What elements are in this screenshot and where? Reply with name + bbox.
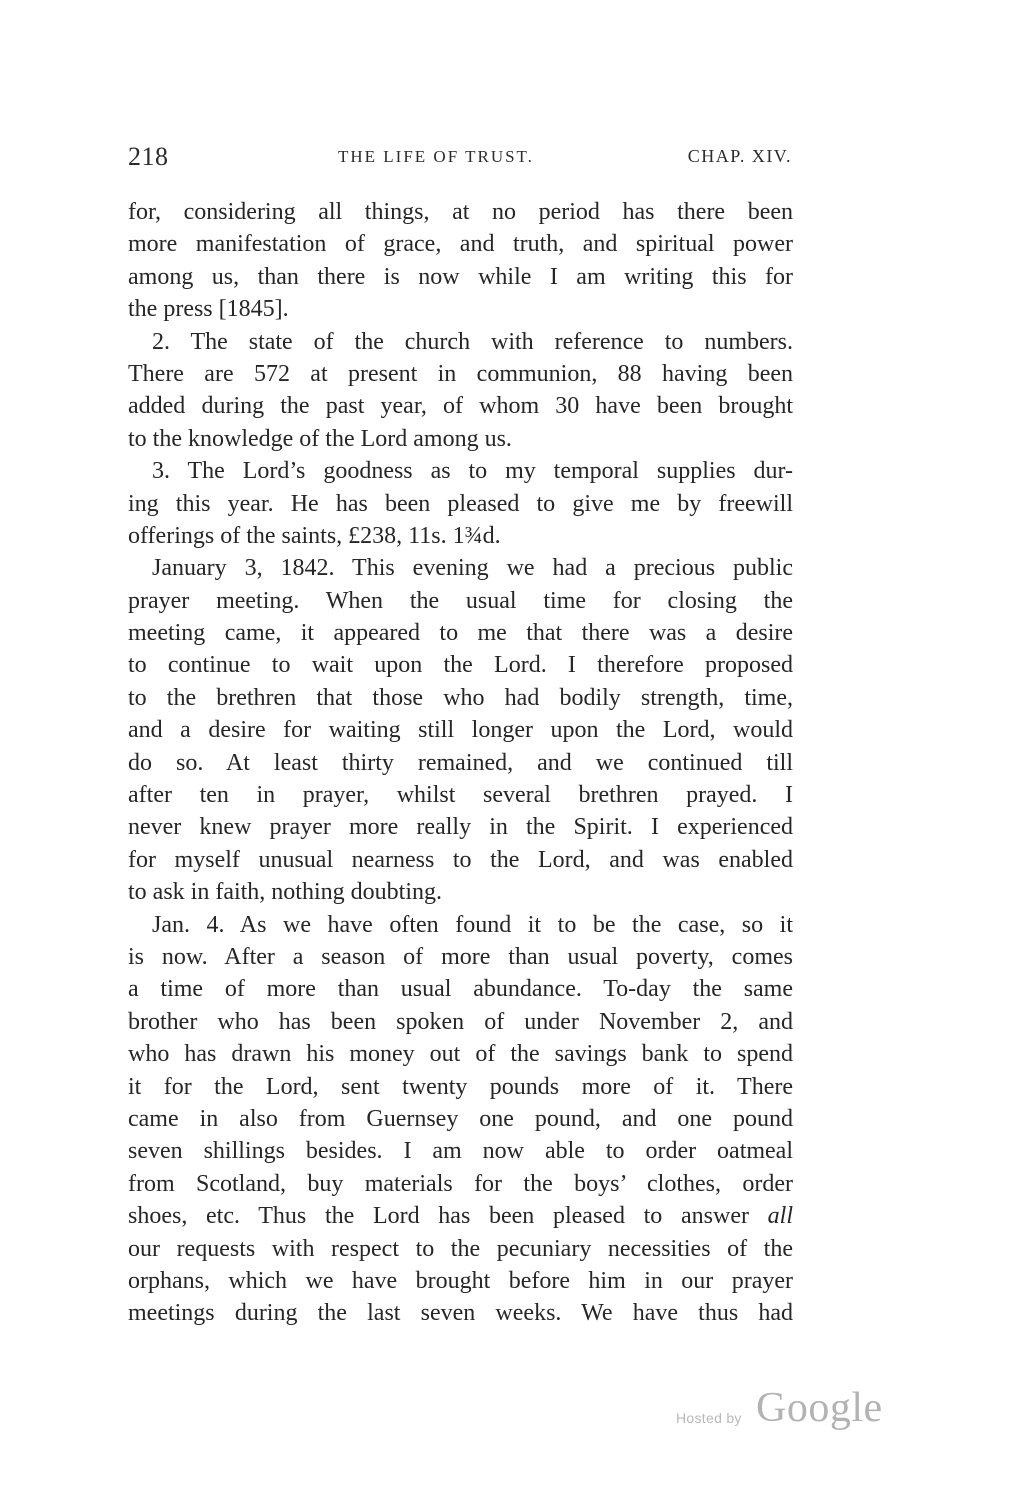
text-line: ing this year. He has been pleased to give me by freewill [128,490,793,517]
text-fragment: shoes, etc. Thus the Lord has been pleased to answer [128,1203,768,1230]
text-line: and a desire for waiting still longer upon the Lord, would [128,717,793,744]
text-line: to ask in faith, nothing doubting. [128,879,442,906]
text-line: from Scotland, buy materials for the boys’ clothes, order [128,1170,793,1197]
text-line: orphans, which we have brought before him in our prayer [128,1267,793,1294]
text-line: January 3, 1842. This evening we had a precious public [152,555,793,582]
text-line: is now. After a season of more than usual poverty, comes [128,943,793,970]
text-line: came in also from Guernsey one pound, and one pound [128,1105,793,1132]
italic-word: all [767,1203,793,1230]
text-line: meetings during the last seven weeks. We have thus had [128,1300,793,1327]
text-line: among us, than there is now while I am writing this for [128,263,793,290]
text-line: more manifestation of grace, and truth, and spiritual power [128,231,793,258]
text-line: prayer meeting. When the usual time for closing the [128,587,793,614]
text-line: the press [1845]. [128,296,289,323]
running-head [128,142,792,174]
body-text [128,196,793,1330]
page-number: 218 [128,142,169,171]
text-line: 2. The state of the church with reference to numbers. [152,328,793,355]
text-line: for, considering all things, at no period has there been [128,199,793,225]
text-line: added during the past year, of whom 30 have been brought [128,393,793,420]
text-line: Jan. 4. As we have often found it to be the case, so it [152,911,793,938]
google-logo: Google [756,1385,883,1431]
text-line: a time of more than usual abundance. To-day the same [128,976,793,1003]
text-line: 3. The Lord’s goodness as to my temporal supplies dur- [152,458,793,485]
book-title: THE LIFE OF TRUST. [338,147,534,166]
text-line: There are 572 at present in communion, 88 having been [128,360,793,387]
text-line: to continue to wait upon the Lord. I therefore proposed [128,652,793,679]
text-line: to the knowledge of the Lord among us. [128,425,512,452]
text-line: brother who has been spoken of under November 2, and [128,1008,793,1035]
text-line: do so. At least thirty remained, and we continued till [128,749,793,776]
text-line: it for the Lord, sent twenty pounds more of it. There [128,1073,793,1100]
text-line: our requests with respect to the pecuniary necessities of the [128,1235,793,1262]
text-line: for myself unusual nearness to the Lord, and was enabled [128,846,793,873]
text-line: offerings of the saints, £238, 11s. 1¾d. [128,522,501,549]
text-line: who has drawn his money out of the savings bank to spend [128,1041,793,1068]
hosted-by-google-watermark [676,1384,886,1434]
chapter-reference: CHAP. XIV. [687,146,792,166]
text-line-with-italic [128,1200,793,1232]
text-line: to the brethren that those who had bodily strength, time, [128,684,793,711]
hosted-by-text: Hosted by [676,1410,742,1426]
text-line: never knew prayer more really in the Spirit. I experienced [128,814,793,841]
text-line: after ten in prayer, whilst several brethren prayed. I [128,782,793,809]
text-line: meeting came, it appeared to me that there was a desire [128,620,793,647]
text-line: seven shillings besides. I am now able to order oatmeal [128,1138,793,1165]
